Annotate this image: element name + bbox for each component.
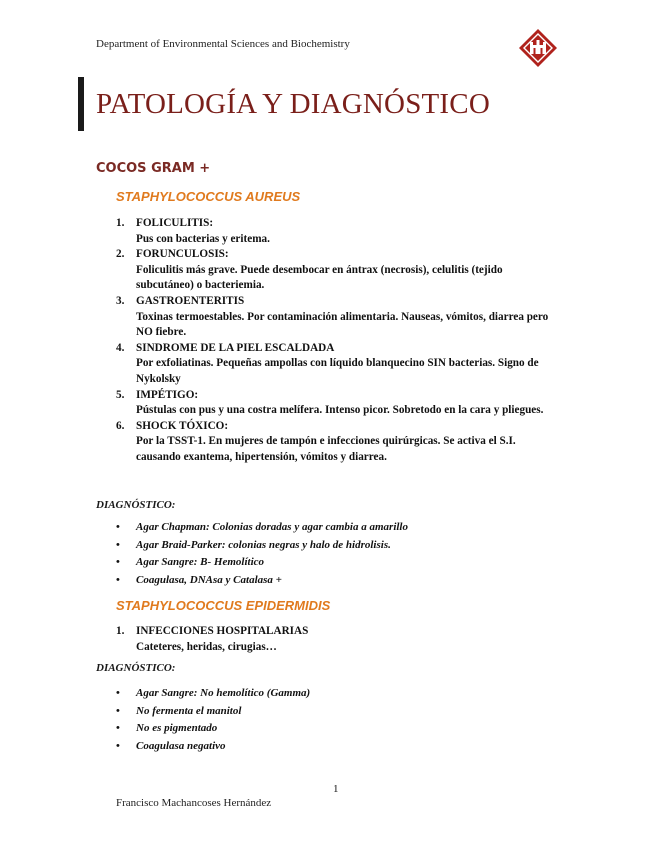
list-item: • Agar Chapman: Colonias doradas y agar cambia a amarillo xyxy=(116,519,408,537)
list-item xyxy=(116,341,556,388)
aureus-conditions-list xyxy=(116,216,556,466)
department-header: Department of Environmental Sciences and Biochemistry xyxy=(96,38,350,50)
condition-description: Por exfoliatinas. Pequeñas ampollas con líquido blanquecino SIN bacterias. Signo de Nykolsky xyxy=(136,357,539,385)
list-item xyxy=(116,294,556,341)
condition-name: FOLICULITIS: xyxy=(136,217,214,229)
condition-description: Pus con bacterias y eritema. xyxy=(136,232,270,245)
condition-description: Foliculitis más grave. Puede desembocar en ántrax (necrosis), celulitis (tejido subcutáneo) o bacteriemia. xyxy=(136,263,503,292)
item-number: 5. xyxy=(116,388,125,401)
list-item xyxy=(116,624,556,655)
list-item xyxy=(116,388,556,419)
title-accent-bar xyxy=(78,77,84,131)
epidermidis-heading: STAPHYLOCOCCUS EPIDERMIDIS xyxy=(116,598,331,613)
condition-description: Por la TSST-1. En mujeres de tampón e infecciones quirúrgicas. Se activa el S.I. causando exantema, hipertensión, vómitos y diarrea. xyxy=(136,435,516,463)
epidermidis-diagnosis-list xyxy=(116,685,310,755)
item-number: 1. xyxy=(116,625,125,637)
condition-name: INFECCIONES HOSPITALARIAS xyxy=(136,625,309,637)
list-item xyxy=(116,419,556,466)
list-item xyxy=(116,247,556,294)
list-item: • Coagulasa negativo xyxy=(116,738,310,756)
aureus-heading: STAPHYLOCOCCUS AUREUS xyxy=(116,189,301,204)
section-heading: COCOS GRAM + xyxy=(96,161,211,176)
condition-name: SHOCK TÓXICO: xyxy=(136,419,229,432)
condition-name: IMPÉTIGO: xyxy=(136,388,199,401)
aureus-diagnosis-list xyxy=(116,519,408,589)
epidermidis-diagnosis-label: DIAGNÓSTICO: xyxy=(96,662,176,674)
list-item: • Agar Braid-Parker: colonias negras y halo de hidrolisis. xyxy=(116,537,408,555)
condition-description: Pústulas con pus y una costra melífera. Intenso picor. Sobretodo en la cara y pliegues. xyxy=(136,404,544,417)
list-item: • Agar Sangre: B- Hemolítico xyxy=(116,554,408,572)
list-item: • No es pigmentado xyxy=(116,720,310,738)
list-item xyxy=(116,216,556,247)
epidermidis-conditions-list xyxy=(116,624,556,655)
university-crest-icon xyxy=(518,28,558,68)
item-number: 4. xyxy=(116,341,125,354)
condition-name: GASTROENTERITIS xyxy=(136,294,245,307)
item-number: 6. xyxy=(116,419,125,432)
condition-name: FORUNCULOSIS: xyxy=(136,248,229,261)
item-number: 3. xyxy=(116,294,125,307)
list-item: • Coagulasa, DNAsa y Catalasa + xyxy=(116,572,408,590)
page-number: 1 xyxy=(333,783,339,795)
aureus-diagnosis-label: DIAGNÓSTICO: xyxy=(96,499,176,511)
list-item: • No fermenta el manitol xyxy=(116,703,310,721)
footer-author: Francisco Machancoses Hernández xyxy=(116,797,272,809)
condition-description: Toxinas termoestables. Por contaminación alimentaria. Nauseas, vómitos, diarrea pero NO fiebre. xyxy=(136,310,549,339)
item-number: 1. xyxy=(116,217,125,229)
list-item: • Agar Sangre: No hemolítico (Gamma) xyxy=(116,685,310,703)
page-title: PATOLOGÍA Y DIAGNÓSTICO xyxy=(96,88,490,120)
item-number: 2. xyxy=(116,248,125,261)
condition-description: Cateteres, heridas, cirugias… xyxy=(136,640,277,653)
condition-name: SINDROME DE LA PIEL ESCALDADA xyxy=(136,341,335,354)
